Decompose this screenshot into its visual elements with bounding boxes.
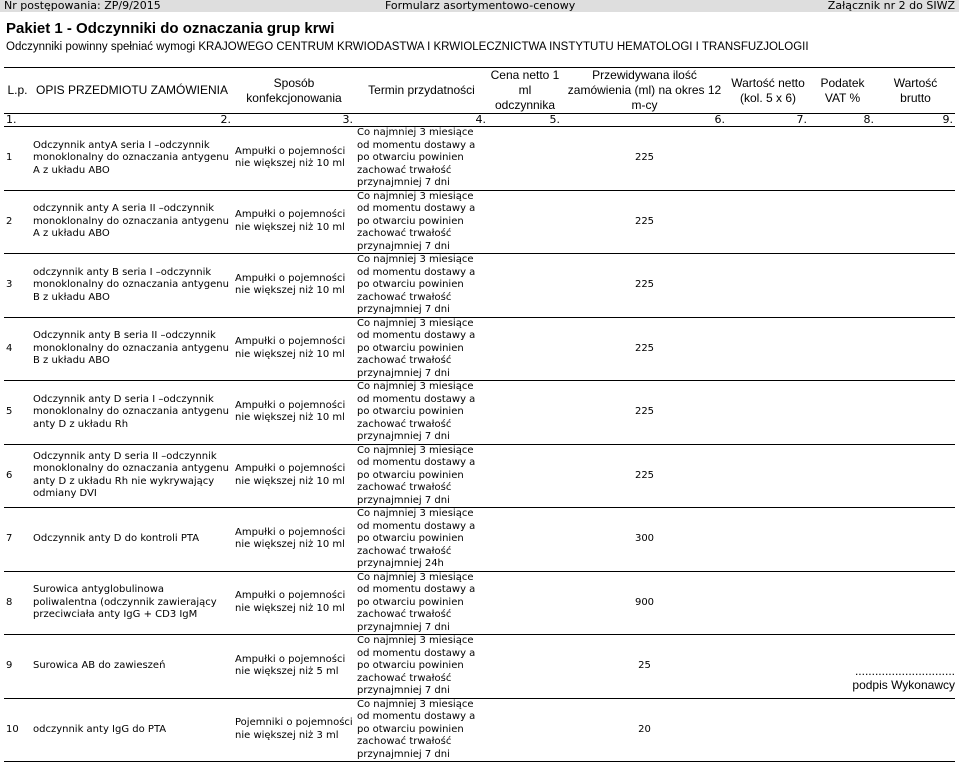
table-row xyxy=(4,698,955,762)
item-quantity: 300 xyxy=(562,508,727,572)
item-description: Odczynnik anty D seria II –odczynnik monoklonalny do oznaczania antygenu anty D z układu Rh nie wykrywający odmiany DVI xyxy=(31,444,233,508)
table-row xyxy=(4,571,955,635)
item-expiry: Co najmniej 3 miesiące od momentu dostawy a po otwarciu powinien zachować trwałość przynajmniej 7 dni xyxy=(355,571,488,635)
item-unit-price xyxy=(488,444,562,508)
item-description: Surowica antyglobulinowa poliwalentna (odczynnik zawierający przeciwciała anty IgG + CD3 IgM xyxy=(31,571,233,635)
table-row xyxy=(4,190,955,254)
item-packaging: Ampułki o pojemności nie większej niż 10 ml xyxy=(233,444,355,508)
item-gross-value xyxy=(876,444,955,508)
item-expiry: Co najmniej 3 miesiące od momentu dostawy a po otwarciu powinien zachować trwałość przynajmniej 7 dni xyxy=(355,635,488,699)
header-unit-price: Cena netto 1 ml odczynnika xyxy=(488,68,562,114)
signature-label: podpis Wykonawcy xyxy=(852,678,955,692)
item-unit-price xyxy=(488,381,562,445)
header-packaging: Sposób konfekcjonowania xyxy=(233,68,355,114)
item-description: odczynnik anty B seria I –odczynnik monoklonalny do oznaczania antygenu B z układu ABO xyxy=(31,254,233,318)
item-quantity: 225 xyxy=(562,444,727,508)
item-vat xyxy=(809,254,876,318)
item-vat xyxy=(809,508,876,572)
item-description: odczynnik anty A seria II –odczynnik monoklonalny do oznaczania antygenu A z układu ABO xyxy=(31,190,233,254)
item-description: Odczynnik anty D seria I –odczynnik monoklonalny do oznaczania antygenu anty D z układu Rh xyxy=(31,381,233,445)
item-packaging: Ampułki o pojemności nie większej niż 5 ml xyxy=(233,635,355,699)
item-vat xyxy=(809,698,876,762)
item-vat xyxy=(809,381,876,445)
attachment-label: Załącznik nr 2 do SIWZ xyxy=(827,0,955,12)
item-packaging: Ampułki o pojemności nie większej niż 10 ml xyxy=(233,508,355,572)
item-vat xyxy=(809,317,876,381)
header-vat: Podatek VAT % xyxy=(809,68,876,114)
item-net-value xyxy=(727,190,809,254)
col-number: 1. xyxy=(4,114,31,127)
header-net-value: Wartość netto (kol. 5 x 6) xyxy=(727,68,809,114)
item-unit-price xyxy=(488,127,562,191)
item-net-value xyxy=(727,508,809,572)
item-description: Odczynnik antyA seria I –odczynnik monoklonalny do oznaczania antygenu A z układu ABO xyxy=(31,127,233,191)
price-form-table xyxy=(4,67,955,762)
item-net-value xyxy=(727,444,809,508)
item-unit-price xyxy=(488,508,562,572)
item-quantity: 225 xyxy=(562,254,727,318)
table-row xyxy=(4,381,955,445)
header-row xyxy=(4,68,955,114)
item-quantity: 225 xyxy=(562,127,727,191)
table-row xyxy=(4,508,955,572)
col-number: 3. xyxy=(233,114,355,127)
item-lp: 3 xyxy=(4,254,31,318)
item-vat xyxy=(809,571,876,635)
item-quantity: 20 xyxy=(562,698,727,762)
item-unit-price xyxy=(488,190,562,254)
col-number: 6. xyxy=(562,114,727,127)
item-expiry: Co najmniej 3 miesiące od momentu dostawy a po otwarciu powinien zachować trwałość przynajmniej 7 dni xyxy=(355,444,488,508)
item-gross-value xyxy=(876,254,955,318)
col-number: 4. xyxy=(355,114,488,127)
table-row xyxy=(4,254,955,318)
header-lp: L.p. xyxy=(4,68,31,114)
item-net-value xyxy=(727,381,809,445)
item-vat xyxy=(809,190,876,254)
item-gross-value xyxy=(876,127,955,191)
col-number: 8. xyxy=(809,114,876,127)
item-packaging: Ampułki o pojemności nie większej niż 10 ml xyxy=(233,381,355,445)
item-gross-value xyxy=(876,381,955,445)
item-expiry: Co najmniej 3 miesiące od momentu dostawy a po otwarciu powinien zachować trwałość przynajmniej 7 dni xyxy=(355,190,488,254)
procedure-number: Nr postępowania: ZP/9/2015 xyxy=(4,0,161,12)
document-header-bar xyxy=(0,0,959,12)
col-number: 5. xyxy=(488,114,562,127)
item-lp: 8 xyxy=(4,571,31,635)
item-vat xyxy=(809,127,876,191)
item-lp: 1 xyxy=(4,127,31,191)
item-lp: 4 xyxy=(4,317,31,381)
item-quantity: 225 xyxy=(562,190,727,254)
form-name: Formularz asortymentowo-cenowy xyxy=(385,0,576,12)
item-lp: 9 xyxy=(4,635,31,699)
table-row xyxy=(4,444,955,508)
item-quantity: 900 xyxy=(562,571,727,635)
item-unit-price xyxy=(488,635,562,699)
item-quantity: 25 xyxy=(562,635,727,699)
item-gross-value xyxy=(876,698,955,762)
item-net-value xyxy=(727,254,809,318)
item-net-value xyxy=(727,635,809,699)
item-lp: 10 xyxy=(4,698,31,762)
item-expiry: Co najmniej 3 miesiące od momentu dostawy a po otwarciu powinien zachować trwałość przynajmniej 7 dni xyxy=(355,127,488,191)
item-net-value xyxy=(727,698,809,762)
item-unit-price xyxy=(488,698,562,762)
item-description: odczynnik anty IgG do PTA xyxy=(31,698,233,762)
item-expiry: Co najmniej 3 miesiące od momentu dostawy a po otwarciu powinien zachować trwałość przynajmniej 7 dni xyxy=(355,317,488,381)
item-lp: 2 xyxy=(4,190,31,254)
item-unit-price xyxy=(488,317,562,381)
header-expiry: Termin przydatności xyxy=(355,68,488,114)
item-lp: 5 xyxy=(4,381,31,445)
signature-block xyxy=(852,664,955,692)
col-number: 9. xyxy=(876,114,955,127)
table-row xyxy=(4,317,955,381)
item-gross-value xyxy=(876,190,955,254)
item-expiry: Co najmniej 3 miesiące od momentu dostawy a po otwarciu powinien zachować trwałość przynajmniej 7 dni xyxy=(355,381,488,445)
item-packaging: Pojemniki o pojemności nie większej niż 3 ml xyxy=(233,698,355,762)
item-description: Odczynnik anty B seria II –odczynnik monoklonalny do oznaczania antygenu B z układu ABO xyxy=(31,317,233,381)
item-lp: 7 xyxy=(4,508,31,572)
signature-line: .............................. xyxy=(854,664,955,678)
table-row xyxy=(4,127,955,191)
item-gross-value xyxy=(876,508,955,572)
item-expiry: Co najmniej 3 miesiące od momentu dostawy a po otwarciu powinien zachować trwałość przynajmniej 7 dni xyxy=(355,254,488,318)
item-packaging: Ampułki o pojemności nie większej niż 10 ml xyxy=(233,127,355,191)
item-unit-price xyxy=(488,254,562,318)
item-net-value xyxy=(727,571,809,635)
requirements-note: Odczynniki powinny spełniać wymogi KRAJOWEGO CENTRUM KRWIODASTWA I KRWIOLECZNICTWA INSTYTUTU HEMATOLOGI I TRANSFUZJOLOGII xyxy=(6,41,809,53)
col-number: 7. xyxy=(727,114,809,127)
item-expiry: Co najmniej 3 miesiące od momentu dostawy a po otwarciu powinien zachować trwałość przynajmniej 24h xyxy=(355,508,488,572)
item-packaging: Ampułki o pojemności nie większej niż 10 ml xyxy=(233,254,355,318)
col-number: 2. xyxy=(31,114,233,127)
item-packaging: Ampułki o pojemności nie większej niż 10 ml xyxy=(233,571,355,635)
column-number-row xyxy=(4,114,955,127)
item-packaging: Ampułki o pojemności nie większej niż 10 ml xyxy=(233,190,355,254)
header-quantity: Przewidywana ilość zamówienia (ml) na okres 12 m-cy xyxy=(562,68,727,114)
item-description: Odczynnik anty D do kontroli PTA xyxy=(31,508,233,572)
item-packaging: Ampułki o pojemności nie większej niż 10 ml xyxy=(233,317,355,381)
item-unit-price xyxy=(488,571,562,635)
item-net-value xyxy=(727,317,809,381)
item-gross-value xyxy=(876,317,955,381)
table-row xyxy=(4,635,955,699)
item-quantity: 225 xyxy=(562,317,727,381)
item-vat xyxy=(809,444,876,508)
package-title: Pakiet 1 - Odczynniki do oznaczania grup krwi xyxy=(6,20,335,37)
item-gross-value xyxy=(876,571,955,635)
item-description: Surowica AB do zawieszeń xyxy=(31,635,233,699)
item-lp: 6 xyxy=(4,444,31,508)
item-quantity: 225 xyxy=(562,381,727,445)
header-subject: OPIS PRZEDMIOTU ZAMÓWIENIA xyxy=(31,68,233,114)
item-expiry: Co najmniej 3 miesiące od momentu dostawy a po otwarciu powinien zachować trwałość przynajmniej 7 dni xyxy=(355,698,488,762)
header-gross-value: Wartość brutto xyxy=(876,68,955,114)
item-net-value xyxy=(727,127,809,191)
